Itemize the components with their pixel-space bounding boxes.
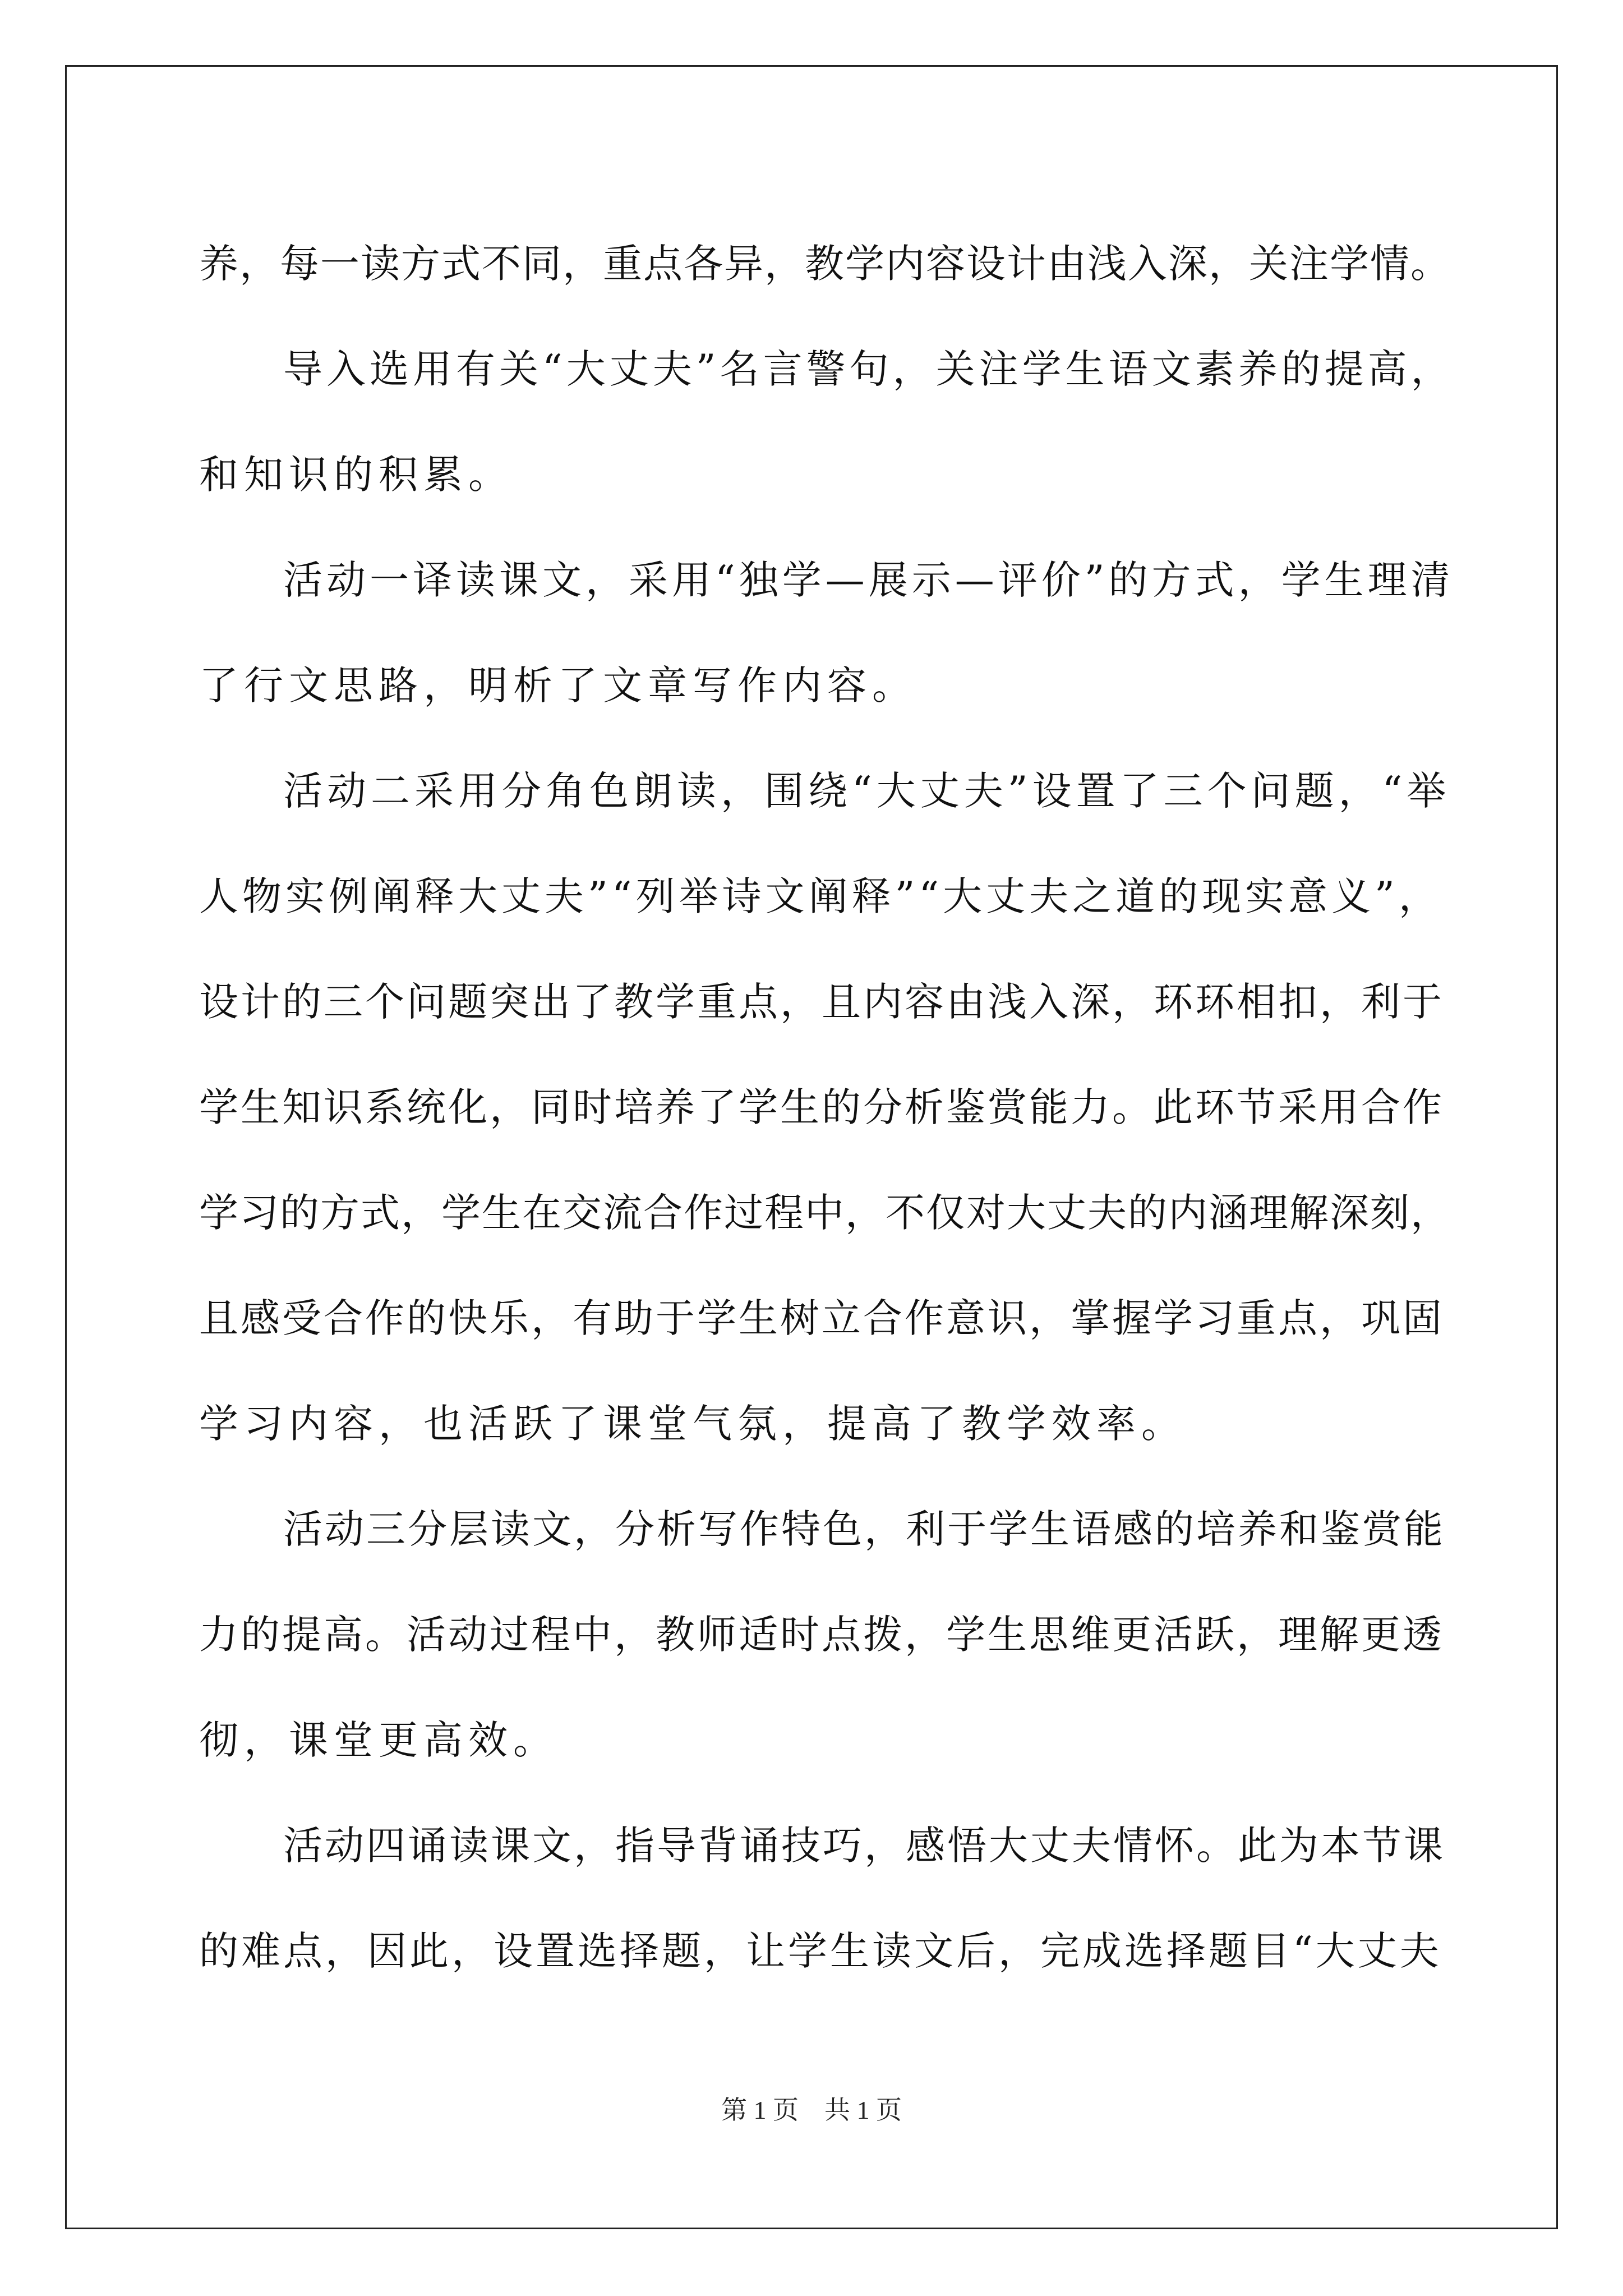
- page-footer: 第 1 页 共 1 页: [721, 2096, 902, 2124]
- text-line: 力的提高。活动过程中，教师适时点拨，学生思维更活跃，理解更透: [199, 1612, 1444, 1658]
- text-line: 学习内容，也活跃了课堂气氛，提高了教学效率。: [199, 1401, 1186, 1447]
- text-line: 导入选用有关“大丈夫”名言警句，关注学生语文素养的提高，: [283, 346, 1454, 392]
- text-line: 人物实例阐释大丈夫”“列举诗文阐释”“大丈夫之道的现实意义”，: [199, 873, 1442, 919]
- text-line: 彻，课堂更高效。: [199, 1717, 558, 1763]
- text-line: 学生知识系统化，同时培养了学生的分析鉴赏能力。此环节采用合作: [199, 1084, 1444, 1130]
- text-line: 活动三分层读文，分析写作特色，利于学生语感的培养和鉴赏能: [283, 1506, 1445, 1552]
- text-line: 设计的三个问题突出了教学重点，且内容由浅入深，环环相扣，利于: [199, 979, 1444, 1025]
- text-line: 活动二采用分角色朗读，围绕“大丈夫”设置了三个问题，“举: [283, 768, 1451, 814]
- document-body: [199, 211, 1455, 2004]
- text-line: 且感受合作的快乐，有助于学生树立合作意识，掌握学习重点，巩固: [199, 1295, 1444, 1341]
- text-line: 的难点，因此，设置选择题，让学生读文后，完成选择题目“大丈夫: [199, 1928, 1442, 1974]
- text-line: 学习的方式，学生在交流合作过程中，不仅对大丈夫的内涵理解深刻，: [199, 1190, 1451, 1236]
- text-line: 了行文思路，明析了文章写作内容。: [199, 662, 917, 708]
- text-line: 活动一译读课文，采用“独学—展示—评价”的方式，学生理清: [283, 557, 1454, 603]
- text-line: 和知识的积累。: [199, 452, 513, 498]
- text-line: 活动四诵读课文，指导背诵技巧，感悟大丈夫情怀。此为本节课: [283, 1823, 1445, 1869]
- text-line: 养，每一读方式不同，重点各异，教学内容设计由浅入深，关注学情。: [199, 241, 1451, 287]
